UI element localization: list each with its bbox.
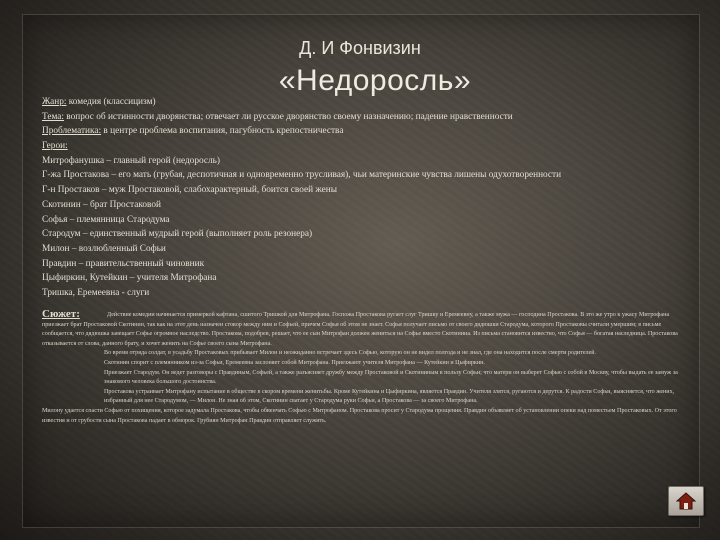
- info-text: Митрофанушка – главный герой (недоросль): [42, 155, 220, 166]
- plot-paragraph: Скотинин спорит с племянником из-за Софьи, Еремеевна заслоняет собой Митрофана. Приезжают учителя Митрофана — Кутейкин и Цыфиркин.: [104, 359, 485, 366]
- info-block: [42, 95, 702, 301]
- info-line: [42, 139, 702, 154]
- info-label: Проблематика:: [42, 126, 102, 137]
- home-button[interactable]: [668, 486, 704, 516]
- info-text: Стародум – единственный мудрый герой (выполняет роль резонера): [42, 229, 313, 240]
- info-label: Герои:: [42, 141, 68, 152]
- info-line: [42, 110, 702, 125]
- info-text: Милон – возлюбленный Софьи: [42, 243, 166, 254]
- author-name: Д. И Фонвизин: [299, 38, 421, 58]
- info-line: [42, 271, 702, 286]
- info-line: [42, 242, 702, 257]
- info-line: [42, 154, 702, 169]
- info-text: Тришка, Еремеевна - слуги: [42, 287, 150, 298]
- info-text: в центре проблема воспитания, пагубность крепостничества: [101, 126, 344, 137]
- info-text: комедия (классицизм): [66, 97, 156, 107]
- info-line: [42, 257, 702, 272]
- info-line: [42, 227, 702, 242]
- info-label: Тема:: [42, 111, 64, 122]
- plot-paragraph: Во время отряда солдат, в усадьбу Простаковых прибывает Милон и неожиданно встречает здесь Софью, которую он не видел полгода и не знал, где она находится после смерти родителей.: [104, 350, 597, 357]
- plot-paragraph: Действие комедии начинается примеркой кафтана, сшитого Тришкой для Митрофана. Госпожа Простакова ругает слуг Тришку и Еремеевну, а также мужа — господина Простакова. В это же утро к ужасу Митрофана приезжает брат Простаковой Скотинин, так как на этот день назначен сговор между ним и Софьей, причем Софья об этом не знает. Софья получает письмо от своего дядюшки Стародума, которого Простаковы считали умершим; в письме сообщается, что дядюшка завещает Софье огромное наследство. Простакова, подобрев, решает, что ее сын Митрофан должен жениться на Софье вместо Скотинина. Из письма становится известно, что Софья — богатая наследница. Простакова отказывается от слова, данного брату, и хочет женить на Софье своего сына Митрофана.: [42, 312, 678, 347]
- house-icon: [676, 491, 696, 511]
- plot-paragraph: Простакова устраивает Митрофану испытание в обществе в скором времени женитьбы. Кроме Кутейкина и Цыфиркина, является Правдин. Учителя злятся, ругаются и дерутся. К радости Софьи, выясняется, что жених, избранный для нее Стародумом, — Милон. Не зная об этом, Скотинин сватает у Стародума руки Софьи, а Простакова — за своего Митрофана.: [104, 388, 675, 405]
- info-line: [42, 124, 702, 139]
- info-line: [42, 213, 702, 228]
- info-text: Скотинин – брат Простаковой: [42, 199, 161, 210]
- info-line: [42, 168, 702, 183]
- plot-heading: Сюжет:: [42, 308, 80, 320]
- info-text: Правдин – правительственный чиновник: [42, 258, 205, 269]
- info-text: Г-жа Простакова – его мать (грубая, деспотичная и одновременно трусливая), чьи материнские чувства лишены одухотворенности: [42, 170, 562, 181]
- info-text: вопрос об истинности дворянства; отвечает ли русское дворянство своему назначению; падение нравственности: [63, 111, 513, 122]
- plot-paragraph: Приезжает Стародум. Он ведет разговоры с Правдиным, Софьей, а также разъясняет дружбу между Простаковой и Скотининым в пользу Софьи; что матери он выберет Софью с собой в Москву, чтобы выдать ее замуж за знакомого человека большого достоинства.: [104, 369, 678, 386]
- info-label: Жанр:: [42, 97, 67, 107]
- info-line: [42, 95, 702, 110]
- info-line: [42, 286, 702, 301]
- info-text: Г-н Простаков – муж Простаковой, слабохарактерный, боится своей жены: [42, 185, 338, 196]
- plot-text: [42, 311, 687, 426]
- info-line: [42, 198, 702, 213]
- info-line: [42, 183, 702, 198]
- info-text: Софья – племянница Стародума: [42, 214, 170, 225]
- play-title: «Недоросль»: [278, 64, 472, 97]
- plot-paragraph: Милону удается спасти Софью от похищения, которое задумала Простакова, чтобы обвенчать Софью с Митрофаном. Простакова просит у Стародума прощения. Правдин объявляет об установлении опеки над поместьем Простаковых. От этого известия и от грубости сына Простакова падает в обморок. Грубиян Митрофан Правдин отправляет служить.: [42, 407, 677, 424]
- info-text: Цыфиркин, Кутейкин – учителя Митрофана: [42, 273, 217, 284]
